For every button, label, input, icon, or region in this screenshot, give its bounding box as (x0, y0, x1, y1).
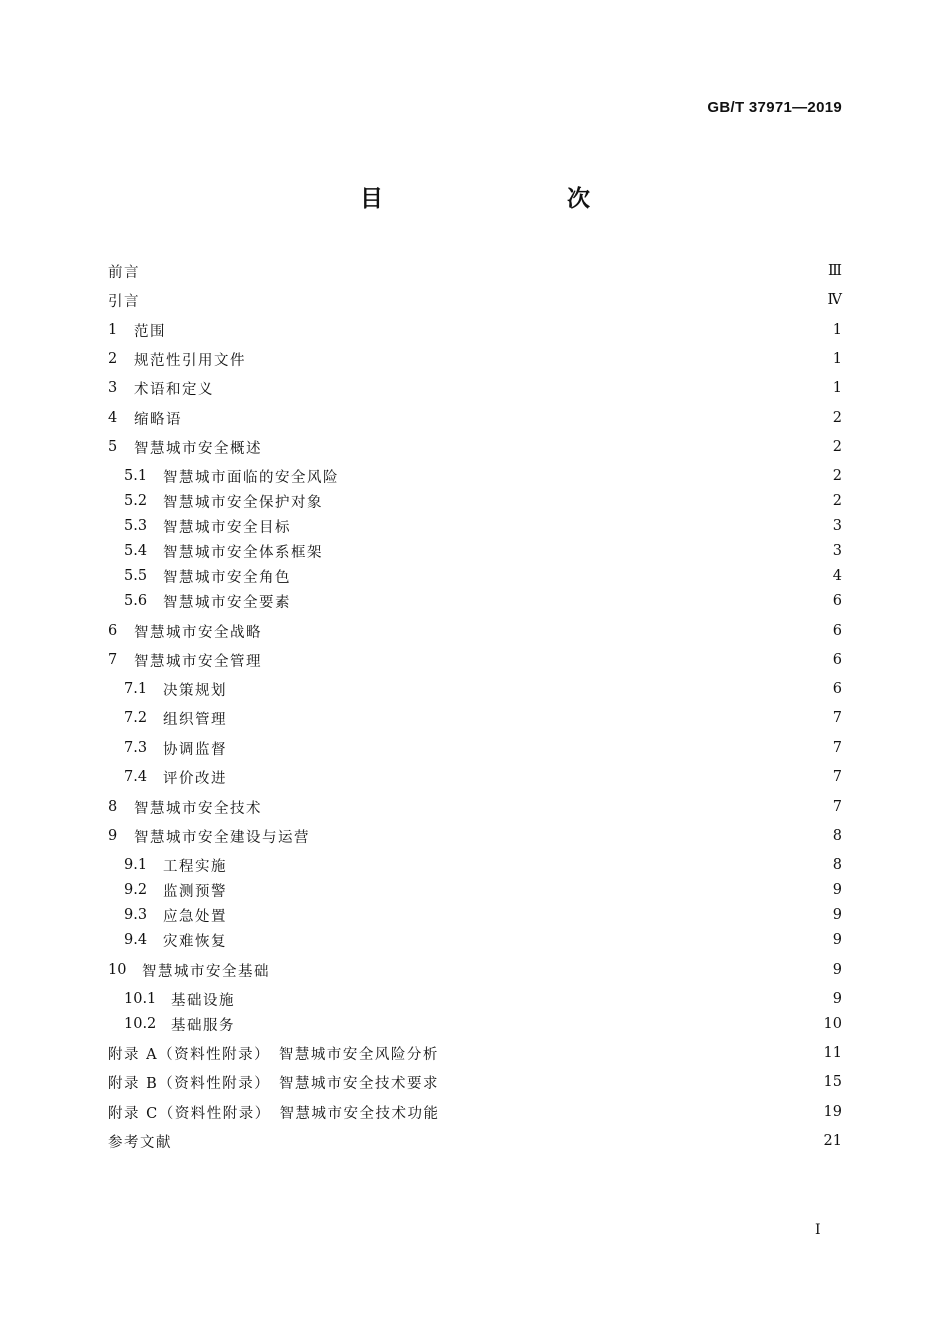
toc-entry-7-1[interactable] (124, 678, 842, 700)
toc-entry-9-4[interactable] (124, 929, 842, 951)
leader-dots (174, 319, 826, 341)
toc-entry-label: 智慧城市安全技术 (134, 800, 262, 817)
toc-entry-7-3[interactable] (124, 737, 842, 759)
toc-entry-number: 7 (108, 652, 118, 668)
toc-entry-number: 7.3 (124, 740, 148, 756)
toc-entry-page: 2 (832, 439, 842, 455)
leader-dots (447, 1071, 818, 1093)
toc-entry-number: 10.2 (124, 1016, 157, 1032)
leader-dots (270, 796, 826, 818)
leader-dots (272, 959, 826, 981)
toc-entry-label: 组织管理 (163, 711, 227, 728)
toc-entry-number: 3 (108, 380, 118, 396)
toc-entry-page: 7 (832, 740, 842, 756)
leader-dots (235, 707, 826, 729)
toc-entry-label: 前言 (108, 264, 140, 281)
toc-entry-label: 智慧城市安全基础 (142, 963, 270, 980)
toc-entry-number: 5.5 (124, 568, 148, 584)
toc-entry-number: 5.2 (124, 493, 148, 509)
page-number: Ⅰ (815, 1222, 821, 1238)
toc-entry-page: 7 (832, 799, 842, 815)
toc-entry-number: 9.4 (124, 932, 148, 948)
toc-entry-4[interactable] (108, 407, 842, 429)
toc-entry-label: 引言 (108, 293, 140, 310)
leader-dots (235, 737, 826, 759)
toc-entry-number: 10 (108, 962, 127, 978)
leader-dots (235, 929, 826, 951)
leader-dots (148, 289, 822, 311)
toc-entry-page: 7 (832, 710, 842, 726)
leader-dots (243, 1013, 818, 1035)
toc-entry-number: 7.1 (124, 681, 148, 697)
toc-entry-number: 5.6 (124, 593, 148, 609)
standard-code: GB/T 37971—2019 (707, 99, 842, 116)
toc-entry-page: 2 (832, 468, 842, 484)
leader-dots (347, 465, 826, 487)
leader-dots (299, 590, 826, 612)
toc-entry-number: 8 (108, 799, 118, 815)
toc-entry-number: 9.1 (124, 857, 148, 873)
toc-entry-label: 智慧城市安全目标 (163, 519, 291, 536)
toc-entry-5-4[interactable] (124, 540, 842, 562)
toc-entry-preface[interactable] (108, 260, 842, 282)
toc-entry-number: 1 (108, 322, 118, 338)
toc-entry-5-2[interactable] (124, 490, 842, 512)
toc-entry-label: 监测预警 (163, 883, 227, 900)
toc-entry-label: 附录 B（资料性附录） 智慧城市安全技术要求 (108, 1075, 440, 1092)
toc-entry-5-6[interactable] (124, 590, 842, 612)
toc-entry-number: 5.4 (124, 543, 148, 559)
toc-entry-page: 10 (823, 1016, 842, 1032)
toc-entry-page: Ⅲ (828, 263, 842, 279)
toc-entry-label: 智慧城市安全战略 (134, 624, 262, 641)
leader-dots (270, 649, 826, 671)
toc-entry-5[interactable] (108, 436, 842, 458)
toc-entry-label: 基础设施 (171, 992, 235, 1009)
toc-entry-number: 5 (108, 439, 118, 455)
toc-title: 目 次 (360, 185, 636, 212)
leader-dots (235, 854, 826, 876)
leader-dots (190, 407, 826, 429)
toc-entry-page: 3 (832, 518, 842, 534)
toc-entry-10[interactable] (108, 959, 842, 981)
toc-entry-label: 智慧城市安全角色 (163, 569, 291, 586)
leader-dots (148, 260, 822, 282)
toc-entry-page: 6 (832, 681, 842, 697)
toc-entry-label: 智慧城市安全体系框架 (163, 544, 323, 561)
toc-entry-page: 6 (832, 593, 842, 609)
toc-entry-page: 19 (823, 1104, 842, 1120)
leader-dots (235, 678, 826, 700)
toc-entry-3[interactable] (108, 377, 842, 399)
leader-dots (222, 377, 826, 399)
toc-entry-label: 缩略语 (134, 411, 182, 428)
toc-entry-number: 9 (108, 828, 118, 844)
toc-entry-8[interactable] (108, 796, 842, 818)
toc-entry-page: 3 (832, 543, 842, 559)
toc-entry-page: 21 (823, 1133, 842, 1149)
toc-entry-label: 工程实施 (163, 858, 227, 875)
toc-entry-number: 7.4 (124, 769, 148, 785)
toc-entry-number: 9.2 (124, 882, 148, 898)
toc-entry-number: 5.1 (124, 468, 148, 484)
toc-entry-page: 9 (832, 962, 842, 978)
toc-entry-annex-c[interactable] (108, 1101, 842, 1123)
toc-entry-annex-b[interactable] (108, 1071, 842, 1093)
toc-entry-number: 10.1 (124, 991, 157, 1007)
toc-entry-label: 术语和定义 (134, 381, 214, 398)
toc-entry-7-4[interactable] (124, 766, 842, 788)
toc-entry-7[interactable] (108, 649, 842, 671)
leader-dots (441, 1101, 817, 1123)
toc-entry-label: 附录 C（资料性附录） 智慧城市安全技术功能 (108, 1105, 440, 1122)
toc-entry-label: 范围 (134, 323, 166, 340)
leader-dots (331, 540, 826, 562)
toc-entry-label: 智慧城市安全管理 (134, 653, 262, 670)
toc-entry-number: 4 (108, 410, 118, 426)
toc-entry-1[interactable] (108, 319, 842, 341)
toc-entry-label: 协调监督 (163, 741, 227, 758)
toc-entry-7-2[interactable] (124, 707, 842, 729)
toc-entry-label: 评价改进 (163, 770, 227, 787)
toc-entry-page: 6 (832, 623, 842, 639)
toc-entry-number: 9.3 (124, 907, 148, 923)
toc-entry-label: 灾难恢复 (163, 933, 227, 950)
leader-dots (331, 490, 826, 512)
leader-dots (254, 348, 826, 370)
toc-entry-page: 4 (832, 568, 842, 584)
toc-entry-9[interactable] (108, 825, 842, 847)
toc-entry-number: 2 (108, 351, 118, 367)
toc-entry-label: 智慧城市面临的安全风险 (163, 469, 339, 486)
toc-entry-page: 9 (832, 907, 842, 923)
toc-entry-9-3[interactable] (124, 904, 842, 926)
toc-entry-page: 1 (832, 322, 842, 338)
toc-entry-label: 规范性引用文件 (134, 352, 246, 369)
leader-dots (312, 825, 826, 847)
toc-entry-page: 8 (832, 828, 842, 844)
toc-entry-label: 基础服务 (171, 1017, 235, 1034)
toc-entry-page: 2 (832, 493, 842, 509)
toc-entry-annex-a[interactable] (108, 1042, 842, 1064)
toc-entry-page: 15 (823, 1074, 842, 1090)
toc-entry-5-3[interactable] (124, 515, 842, 537)
leader-dots (270, 620, 826, 642)
leader-dots (237, 988, 826, 1010)
toc-entry-page: 9 (832, 932, 842, 948)
toc-entry-page: 6 (832, 652, 842, 668)
toc-entry-number: 6 (108, 623, 118, 639)
toc-entry-label: 智慧城市安全建设与运营 (134, 829, 310, 846)
leader-dots (270, 436, 826, 458)
toc-entry-label: 决策规划 (163, 682, 227, 699)
toc-entry-introduction[interactable] (108, 289, 842, 311)
toc-entry-label: 智慧城市安全概述 (134, 440, 262, 457)
toc-entry-page: 9 (832, 991, 842, 1007)
toc-entry-6[interactable] (108, 620, 842, 642)
toc-entry-number: 5.3 (124, 518, 148, 534)
leader-dots (235, 904, 826, 926)
toc-entry-2[interactable] (108, 348, 842, 370)
toc-entry-number: 7.2 (124, 710, 148, 726)
toc-entry-page: 1 (832, 351, 842, 367)
toc-entry-label: 应急处置 (163, 908, 227, 925)
toc-entry-page: 9 (832, 882, 842, 898)
toc-entry-page: 2 (832, 410, 842, 426)
toc-entry-9-2[interactable] (124, 879, 842, 901)
leader-dots (180, 1130, 818, 1152)
leader-dots (299, 515, 826, 537)
toc-entry-9-1[interactable] (124, 854, 842, 876)
toc-entry-page: Ⅳ (827, 292, 842, 308)
toc-entry-10-2[interactable] (124, 1013, 842, 1035)
toc-entry-label: 智慧城市安全要素 (163, 594, 291, 611)
leader-dots (299, 565, 826, 587)
toc-entry-label: 智慧城市安全保护对象 (163, 494, 323, 511)
toc-entry-10-1[interactable] (124, 988, 842, 1010)
toc-entry-label: 附录 A（资料性附录） 智慧城市安全风险分析 (108, 1046, 439, 1063)
toc-entry-label: 参考文献 (108, 1134, 172, 1151)
toc-entry-5-1[interactable] (124, 465, 842, 487)
toc-entry-page: 1 (832, 380, 842, 396)
toc-entry-page: 8 (832, 857, 842, 873)
leader-dots (235, 766, 826, 788)
toc-entry-page: 11 (823, 1045, 842, 1061)
leader-dots (441, 1042, 818, 1064)
toc-entry-5-5[interactable] (124, 565, 842, 587)
toc-entry-bibliography[interactable] (108, 1130, 842, 1152)
leader-dots (235, 879, 826, 901)
toc-entry-page: 7 (832, 769, 842, 785)
